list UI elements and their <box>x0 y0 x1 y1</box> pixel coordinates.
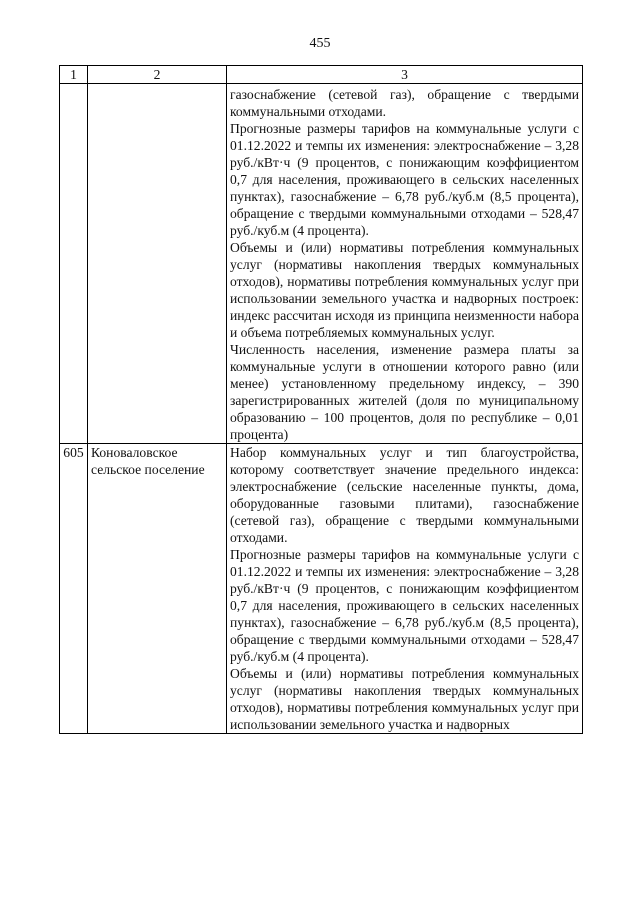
header-row <box>60 66 583 84</box>
table-row <box>60 444 583 734</box>
paragraph-tariffs: Прогнозные размеры тарифов на коммунальные услуги с 01.12.2022 и темпы их изменения: электроснабжение – 3,28 руб./кВт·ч (9 процентов, с понижающим коэффициентом 0,7 для населения, проживающего в сельских населенных пунктах), газоснабжение – 6,78 руб./куб.м (8,5 процента), обращение с твердыми коммунальными отходами – 528,47 руб./куб.м (4 процента). <box>230 121 579 238</box>
paragraph-volumes: Объемы и (или) нормативы потребления коммунальных услуг (нормативы накопления твердых коммунальных отходов), нормативы потребления коммунальных услуг при использовании земельного участка и надворных <box>230 666 579 732</box>
row-number <box>60 84 88 444</box>
municipality-name <box>88 84 227 444</box>
page-number: 455 <box>309 36 331 51</box>
row-description <box>227 84 583 444</box>
header-col-3: 3 <box>227 66 583 84</box>
municipality-name: Коноваловское сельское поселение <box>88 444 227 734</box>
tariff-table <box>59 65 583 734</box>
row-number: 605 <box>60 444 88 734</box>
paragraph-tariffs: Прогнозные размеры тарифов на коммунальные услуги с 01.12.2022 и темпы их изменения: электроснабжение – 3,28 руб./кВт·ч (9 процентов, с понижающим коэффициентом 0,7 для населения, проживающего в сельских населенных пунктах), газоснабжение – 6,78 руб./куб.м (8,5 процента), обращение с твердыми коммунальными отходами – 528,47 руб./куб.м (4 процента). <box>230 547 579 664</box>
table-row <box>60 84 583 444</box>
header-col-1: 1 <box>60 66 88 84</box>
paragraph-utility-set: газоснабжение (сетевой газ), обращение с твердыми коммунальными отходами. <box>230 87 579 119</box>
paragraph-volumes: Объемы и (или) нормативы потребления коммунальных услуг (нормативы накопления твердых коммунальных отходов), нормативы потребления коммунальных услуг при использовании земельного участка и надворных построек: индекс рассчитан исходя из принципа неизменности набора и объема потребляемых коммунальных услуг. <box>230 240 579 340</box>
header-col-2: 2 <box>88 66 227 84</box>
paragraph-utility-set: Набор коммунальных услуг и тип благоустройства, которому соответствует значение предельного индекса: электроснабжение (сельские населенные пункты, дома, оборудованные газовыми плитами), газоснабжение (сетевой газ), обращение с твердыми коммунальными отходами. <box>230 445 579 545</box>
table-header <box>60 66 583 84</box>
paragraph-population: Численность населения, изменение размера платы за коммунальные услуги в отношении которого равно (или менее) установленному предельному индексу, – 390 зарегистрированных жителей (доля по муниципальному образованию – 100 процентов, доля по республике – 0,01 процента) <box>230 342 579 442</box>
row-description <box>227 444 583 734</box>
